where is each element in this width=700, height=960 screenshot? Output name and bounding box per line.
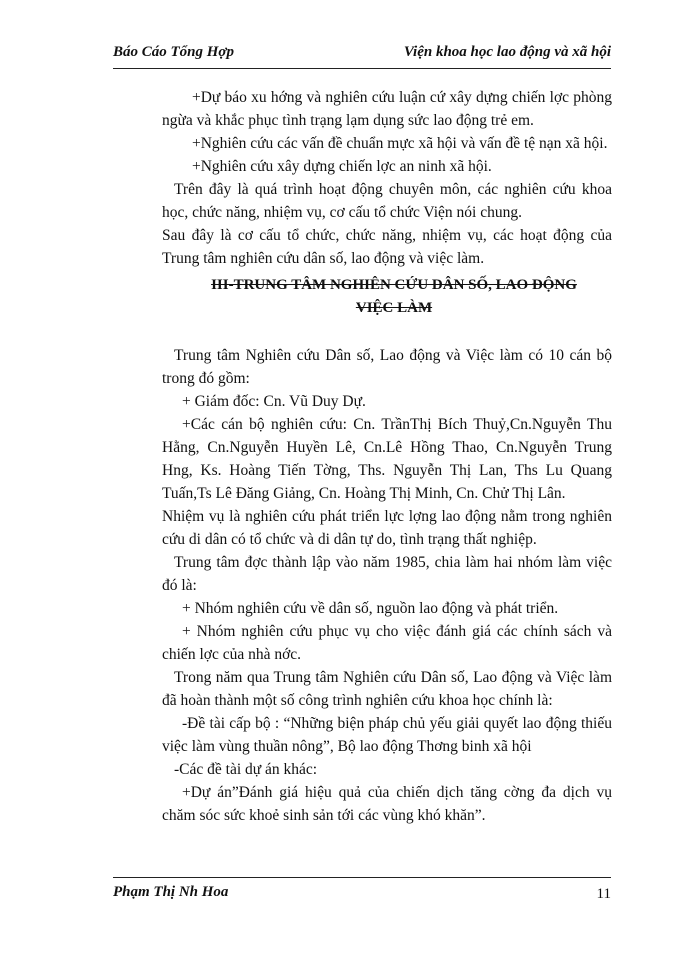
paragraph-summary: Trên đây là quá trình hoạt động chuyên môn, các nghiên cứu khoa học, chức năng, nhiệm vụ, cơ cấu tổ chức Viện nói chung.	[162, 181, 612, 221]
section-heading-line-1: III-TRUNG TÂM NGHIÊN CỨU DÂN SỐ, LAO ĐỘNG	[211, 277, 577, 293]
paragraph-achievements: Trong năm qua Trung tâm Nghiên cứu Dân số, Lao động và Việc làm đã hoàn thành một số công trình nghiên cứu khoa học chính là:	[162, 669, 612, 709]
paragraph-director: + Giám đốc: Cn. Vũ Duy Dự.	[182, 393, 366, 410]
page-header	[113, 42, 611, 69]
page-footer	[113, 877, 611, 906]
section-heading	[162, 274, 612, 320]
footer-author: Phạm Thị Nh Hoa	[113, 884, 229, 900]
header-report-title: Báo Cáo Tổng Hợp	[113, 44, 234, 60]
page-number: 11	[596, 886, 611, 902]
paragraph-ministry-project: -Đề tài cấp bộ : “Những biện pháp chủ yếu giải quyết lao động thiếu việc làm vùng thuần nông”, Bộ lao động Thơng binh xã hội	[162, 715, 612, 755]
paragraph-other-projects: -Các đề tài dự án khác:	[174, 761, 318, 778]
section-heading-line-2: VIỆC LÀM	[355, 300, 433, 316]
header-institute-name: Viện khoa học lao động và xã hội	[403, 44, 611, 60]
paragraph-health-project: +Dự án”Đánh giá hiệu quả của chiến dịch tăng cờng đa dịch vụ chăm sóc sức khoẻ sinh sản tới các vùng khó khăn”.	[162, 784, 612, 824]
paragraph-social-security: +Nghiên cứu xây dựng chiến lợc an ninh xã hội.	[192, 158, 492, 175]
paragraph-transition: Sau đây là cơ cấu tổ chức, chức năng, nhiệm vụ, các hoạt động của Trung tâm nghiên cứu dân số, lao động và việc làm.	[162, 227, 612, 267]
paragraph-group-population: + Nhóm nghiên cứu về dân số, nguồn lao động và phát triển.	[182, 600, 559, 617]
paragraph-researchers: +Các cán bộ nghiên cứu: Cn. TrầnThị Bích Thuỷ,Cn.Nguyễn Thu Hằng, Cn.Nguyễn Huyền Lê, Cn.Lê Hồng Thao, Cn.Nguyễn Trung Hng, Ks. Hoàng Tiến Tờng, Ths. Nguyễn Thị Lan, Ths Lu Quang Tuấn,Ts Lê Đăng Giảng, Cn. Hoàng Thị Minh, Cn. Chử Thị Lân.	[162, 416, 612, 502]
paragraph-staff-count: Trung tâm Nghiên cứu Dân số, Lao động và Việc làm có 10 cán bộ trong đó gồm:	[162, 347, 612, 387]
paragraph-social-standards: +Nghiên cứu các vấn đề chuẩn mực xã hội và vấn đề tệ nạn xã hội.	[192, 135, 608, 152]
paragraph-group-policy: + Nhóm nghiên cứu phục vụ cho việc đánh giá các chính sách và chiến lợc của nhà nớc.	[162, 623, 612, 663]
paragraph-forecast: +Dự báo xu hớng và nghiên cứu luận cứ xây dựng chiến lợc phòng ngừa và khắc phục tình trạng lạm dụng sức lao động trẻ em.	[162, 89, 612, 129]
document-body	[162, 86, 612, 827]
paragraph-mission: Nhiệm vụ là nghiên cứu phát triển lực lợng lao động nằm trong nghiên cứu di dân có tổ chức và di dân tự do, tình trạng thất nghiệp.	[162, 508, 612, 548]
paragraph-founded: Trung tâm đợc thành lập vào năm 1985, chia làm hai nhóm làm việc đó là:	[162, 554, 612, 594]
